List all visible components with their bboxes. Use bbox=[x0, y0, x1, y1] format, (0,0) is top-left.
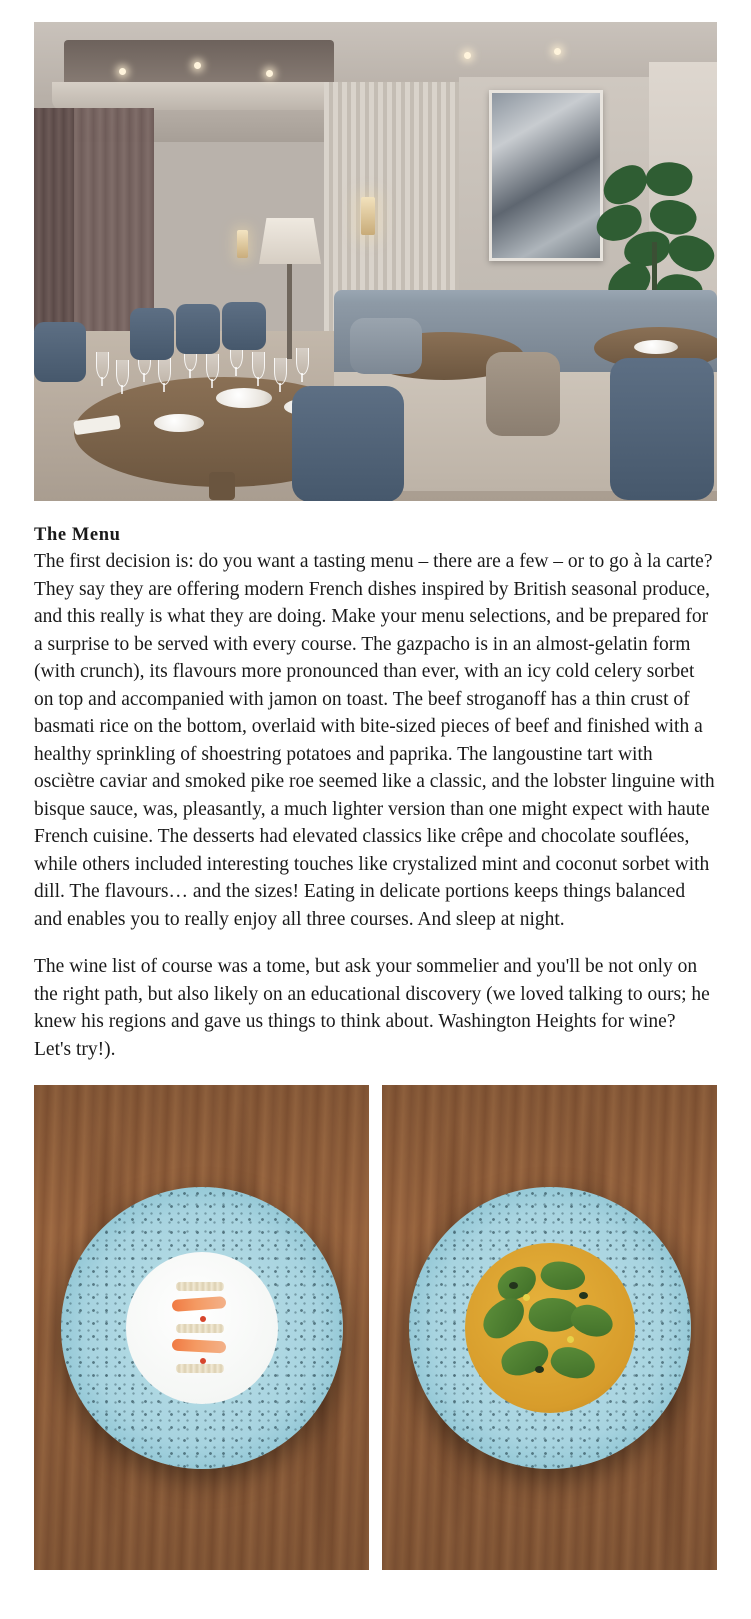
table-setting-plate bbox=[216, 388, 272, 408]
ceiling-spotlight-icon bbox=[554, 48, 561, 55]
hero-illustration bbox=[34, 22, 717, 501]
paragraph-menu: The first decision is: do you want a tasting menu – there are a few – or to go à la carte? They say they are offering modern French dishes inspired by British seasonal produce, and this really is what they are doing. Make your menu selections, and be prepared for a surprise to be served with every course. The gazpacho is in an almost-gelatin form (with crunch), its flavours more pronounced than ever, with an icy cold celery sorbet on top and accompanied with jamon on toast. The beef stroganoff has a thin crust of basmati rice on the bottom, overlaid with bite-sized pieces of beef and finished with a healthy sprinkling of shoestring potatoes and paprika. The langoustine tart with osciètre caviar and smoked pike roe seemed like a classic, and the lobster linguine with bisque sauce, was, pleasantly, a much lighter version than one might expect with haute French cuisine. The desserts had elevated classics like crêpe and chocolate souflées, while others included interesting touches like crystalized mint and coconut sorbet with dill. The flavours… and the sizes! Eating in delicate portions keeps things balanced and enables you to really enjoy all three courses. And sleep at night. bbox=[34, 551, 715, 930]
dining-chair bbox=[222, 302, 266, 350]
dining-chair bbox=[130, 308, 174, 360]
floor-lamp-post bbox=[287, 264, 292, 359]
langoustine-plate-photo bbox=[34, 1085, 369, 1570]
ceiling-spotlight-icon bbox=[464, 52, 471, 59]
floor-lamp-shade bbox=[259, 218, 321, 264]
ceiling-soffit bbox=[52, 82, 352, 110]
restaurant-dining-room-photo bbox=[34, 22, 717, 501]
dining-chair bbox=[176, 304, 220, 354]
blue-speckled-plate bbox=[61, 1187, 343, 1469]
paragraph-wine: The wine list of course was a tome, but ask your sommelier and you'll be not only on the right path, but also likely on an educational discovery (we loved talking to ours; he knew his regions and gave us things to think about. Washington Heights for wine? Let's try!). bbox=[34, 956, 710, 1060]
ceiling-spotlight-icon bbox=[119, 68, 126, 75]
ceiling-spotlight-icon bbox=[194, 62, 201, 69]
dining-chair bbox=[292, 386, 404, 501]
green-salad-tart-photo bbox=[382, 1085, 717, 1570]
table-setting-plate bbox=[634, 340, 678, 354]
green-leaf-garnish bbox=[475, 1258, 625, 1398]
food-photo-row bbox=[34, 1085, 717, 1570]
section-heading: The Menu bbox=[34, 525, 121, 545]
table-setting-plate bbox=[154, 414, 204, 432]
dining-chair bbox=[610, 358, 714, 500]
article-body bbox=[34, 501, 717, 1063]
armchair bbox=[350, 318, 422, 374]
ceiling-spotlight-icon bbox=[266, 70, 273, 77]
wall-sconce-light bbox=[361, 197, 375, 235]
plate-white-centre bbox=[126, 1252, 278, 1404]
wall-artwork bbox=[489, 90, 603, 261]
dining-chair bbox=[34, 322, 86, 382]
wall-sconce-light bbox=[237, 230, 248, 258]
armchair bbox=[486, 352, 560, 436]
blue-speckled-plate bbox=[409, 1187, 691, 1469]
table-pedestal bbox=[209, 472, 235, 500]
